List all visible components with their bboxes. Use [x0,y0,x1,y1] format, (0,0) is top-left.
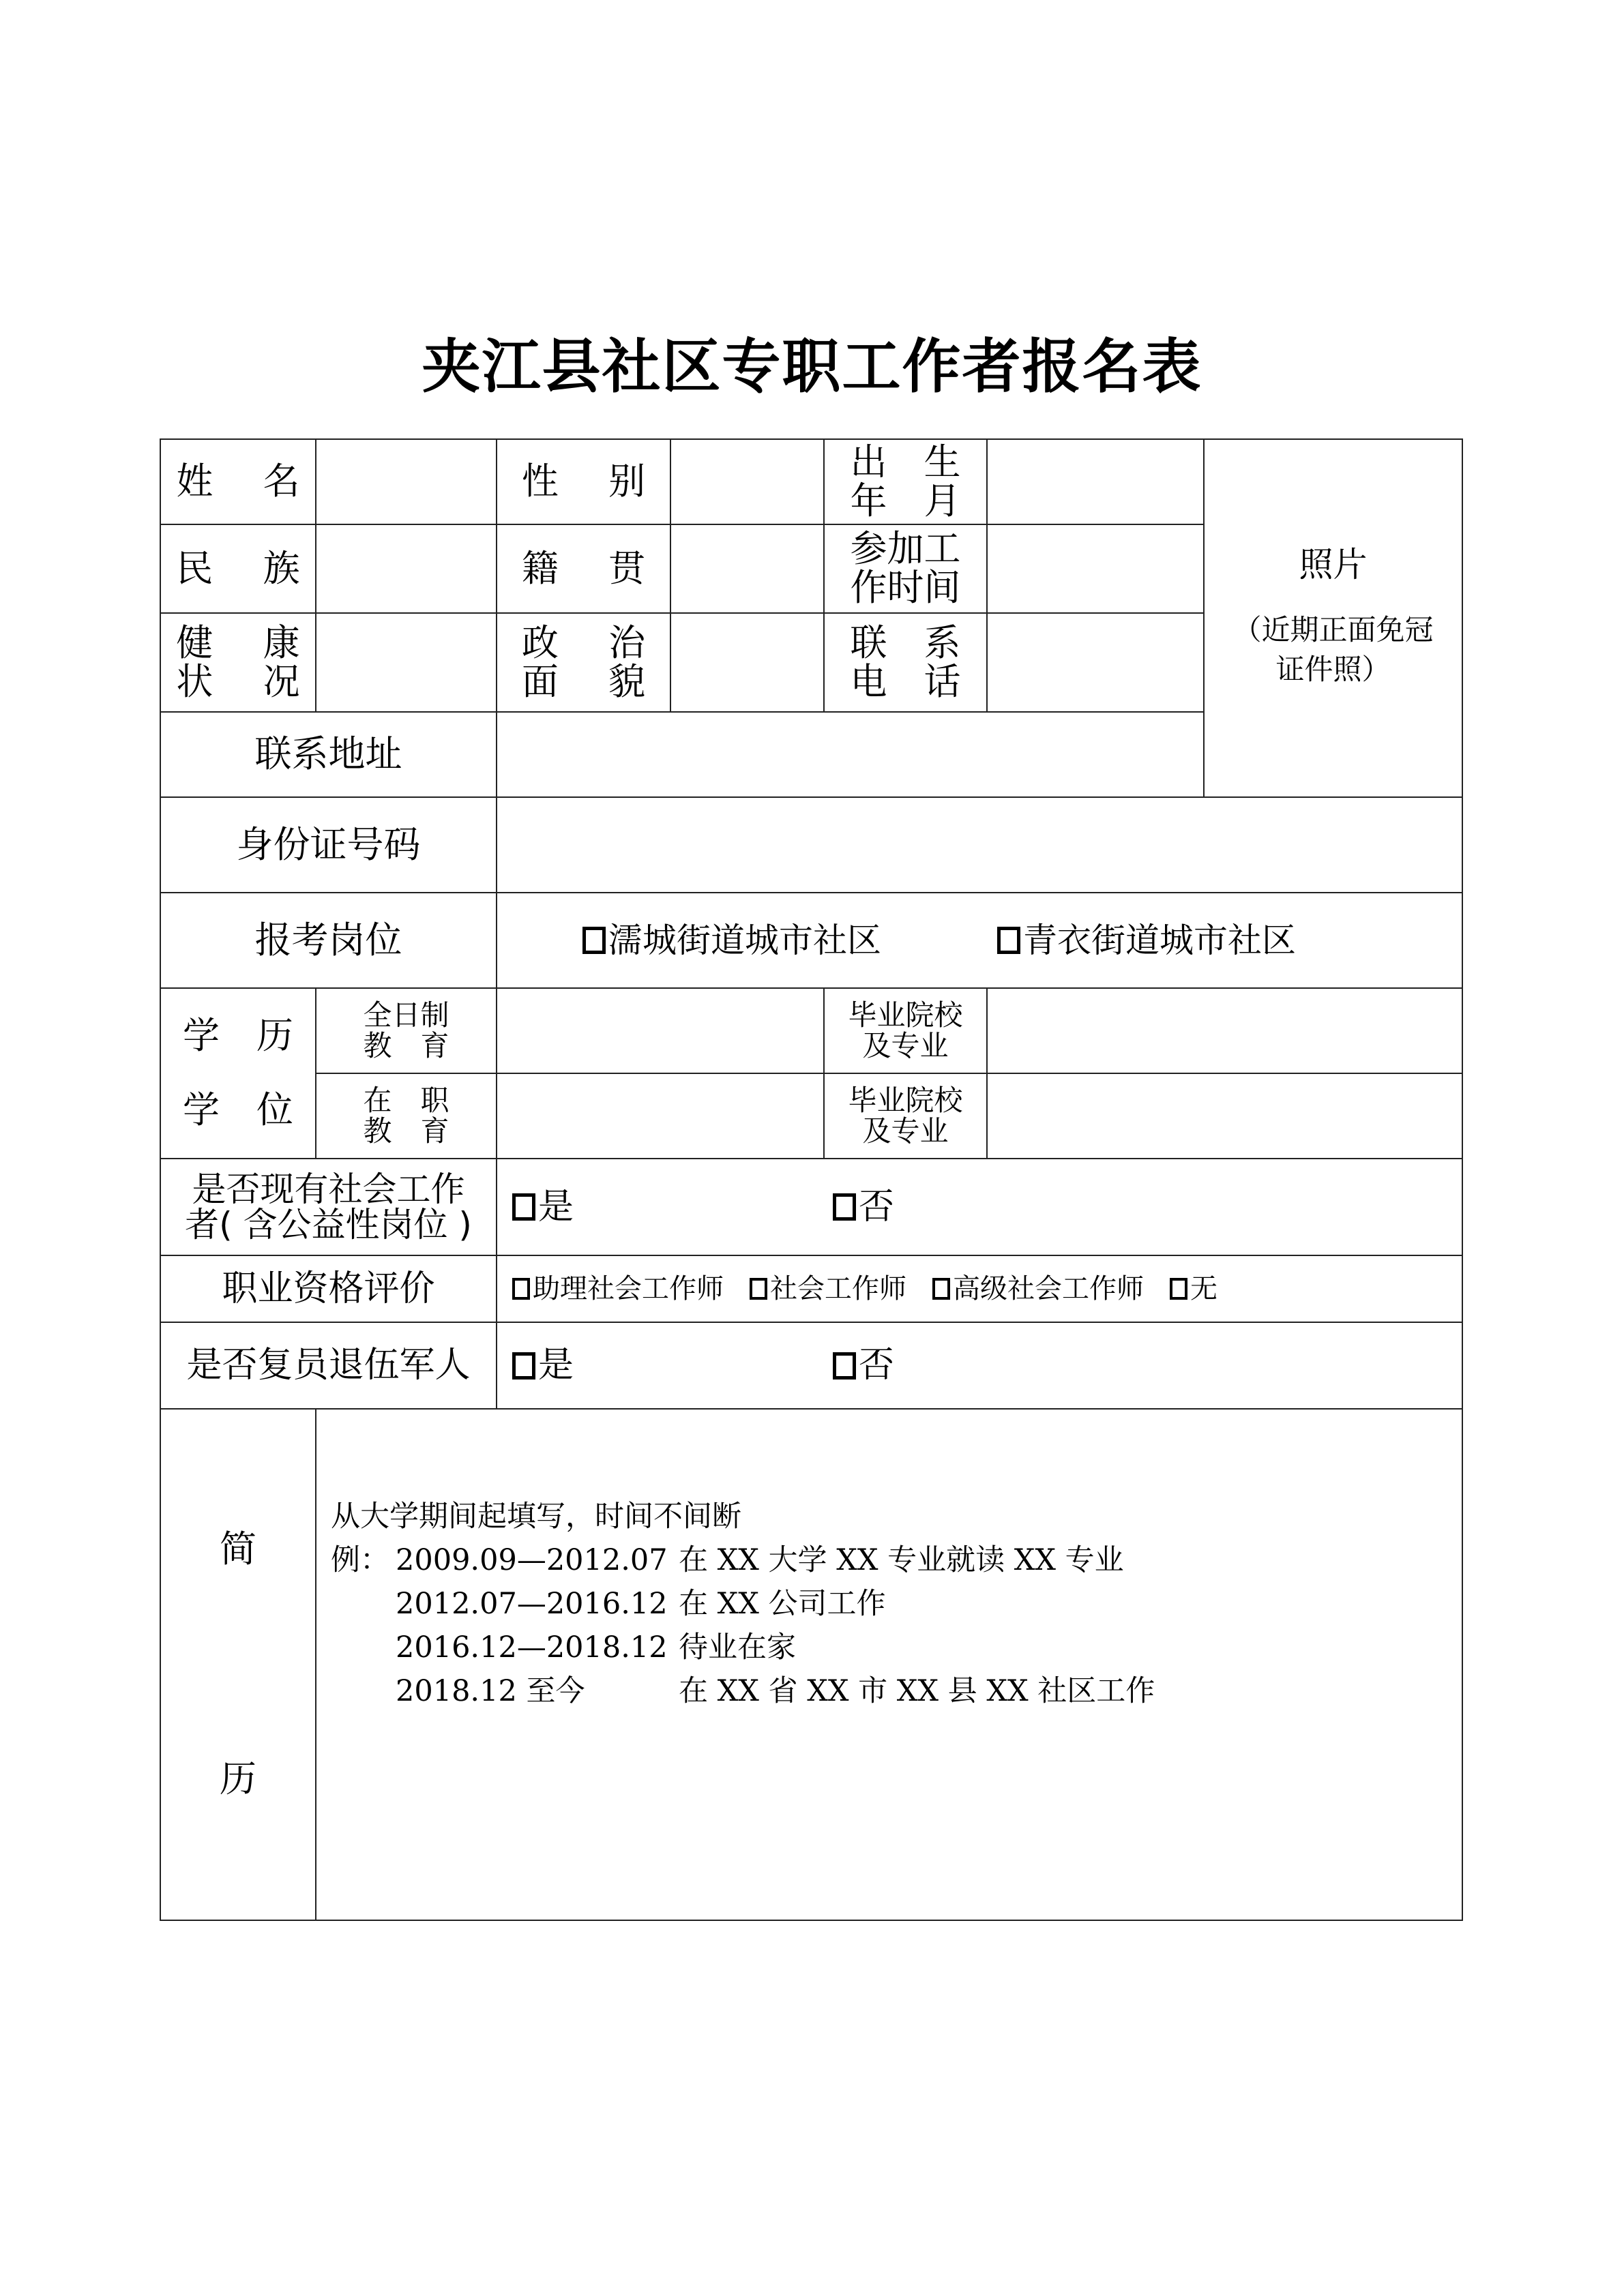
inservice-school-field[interactable] [986,1073,1463,1159]
id-label: 身份证号码 [236,822,421,866]
photo-note-2: 证件照） [1275,652,1391,686]
position-options [496,892,1463,989]
position-option[interactable] [582,920,881,960]
work-start-field[interactable] [986,524,1205,614]
work-start-label-1: 参加工 [850,527,961,571]
entry-desc: 待业在家 [679,1630,796,1665]
qualification-label: 职业资格评价 [222,1268,435,1309]
qualification-option[interactable] [1170,1274,1217,1303]
position-option[interactable] [997,920,1296,960]
entry-period: 2016.12—2018.12 [396,1630,668,1665]
political-label-1: 政 治 [521,621,665,664]
checkbox-icon[interactable] [512,1278,530,1300]
checkbox-icon[interactable] [582,927,606,954]
no-label: 否 [859,1345,895,1386]
birth-field[interactable] [986,438,1205,525]
resume-entry [331,1582,1155,1626]
id-label-cell [160,796,497,893]
qualification-option-label: 无 [1190,1273,1217,1304]
qualification-option[interactable] [512,1274,724,1303]
resume-label-1: 简 [220,1527,256,1571]
social-worker-yes[interactable] [512,1186,833,1227]
ethnicity-label-cell [160,524,319,614]
school-label-2: 及专业 [862,1028,949,1062]
checkbox-icon[interactable] [833,1193,856,1221]
resume-example [331,1495,1155,1713]
position-label-cell [160,892,497,989]
resume-entry [331,1538,1155,1582]
work-start-label-2: 作时间 [850,566,961,609]
name-label-cell [160,438,319,525]
resume-entry [331,1669,1155,1713]
qualification-option-label: 社会工作师 [770,1273,906,1304]
native-label-cell [496,524,671,614]
qualification-option[interactable] [750,1274,906,1303]
political-label-2: 面 貌 [521,659,665,703]
resume-entry [331,1626,1155,1669]
checkbox-icon[interactable] [1170,1278,1187,1300]
address-field[interactable] [496,711,1205,798]
veteran-no[interactable] [833,1347,894,1384]
work-start-label-cell [823,524,988,614]
entry-desc: 在 XX 省 XX 市 XX 县 XX 社区工作 [679,1674,1155,1708]
position-option-label: 濡城街道城市社区 [608,920,881,960]
education-label-2: 学 位 [183,1088,293,1131]
fulltime-school-field[interactable] [986,987,1463,1074]
name-label: 姓 名 [176,460,319,503]
photo-label: 照片 [1299,545,1368,585]
id-field[interactable] [496,796,1463,893]
birth-label-cell [823,438,988,525]
yes-label: 是 [538,1345,574,1386]
qualification-options [496,1255,1463,1323]
fulltime-degree-field[interactable] [496,987,825,1074]
birth-label-1: 出 生 [850,440,961,483]
veteran-options [496,1322,1463,1410]
veteran-label-cell [160,1322,497,1410]
native-label: 籍 贯 [521,546,665,590]
yes-label: 是 [538,1186,574,1227]
native-field[interactable] [670,524,825,614]
example-prefix: 例： [331,1543,389,1577]
gender-label: 性 别 [521,460,665,503]
education-label-1: 学 历 [183,1014,293,1058]
phone-field[interactable] [986,612,1205,713]
checkbox-icon[interactable] [833,1352,856,1380]
photo-cell[interactable] [1203,438,1463,798]
entry-desc: 在 XX 公司工作 [679,1587,886,1621]
resume-instruction: 从大学期间起填写，时间不间断 [331,1500,741,1534]
position-option-label: 青衣街道城市社区 [1023,920,1296,960]
photo-note-1: （近期正面免冠 [1232,612,1434,646]
qualification-option-label: 助理社会工作师 [533,1273,724,1304]
phone-label-1: 联 系 [850,621,961,664]
birth-label-2: 年 月 [850,479,961,522]
inservice-label-1: 在 职 [363,1084,449,1118]
health-label-2: 状 况 [176,659,319,703]
fulltime-label-cell [315,987,497,1074]
social-worker-label-cell [160,1158,497,1256]
resume-label-cell [160,1408,316,1921]
inservice-degree-field[interactable] [496,1073,825,1159]
social-worker-options [496,1158,1463,1256]
gender-field[interactable] [670,438,825,525]
inservice-school-label-cell [823,1073,988,1159]
address-label-cell [160,711,497,798]
veteran-label: 是否复员退伍军人 [186,1345,471,1386]
education-label-cell [160,987,316,1159]
resume-label-2: 历 [220,1757,256,1800]
fulltime-school-label-cell [823,987,988,1074]
entry-period: 2009.09—2012.07 [396,1543,668,1577]
social-worker-label-1: 是否现有社会工作 [192,1169,465,1209]
fulltime-label-1: 全日制 [363,998,449,1032]
phone-label-2: 电 话 [850,659,961,703]
gender-label-cell [496,438,671,525]
ethnicity-label: 民 族 [176,546,319,590]
inservice-label-2: 教 育 [363,1114,449,1148]
ethnicity-field[interactable] [315,524,497,614]
school-label-1: 毕业院校 [848,998,963,1032]
no-label: 否 [859,1186,895,1227]
health-label-1: 健 康 [176,621,319,664]
name-field[interactable] [315,438,497,525]
entry-period: 2018.12 至今 [396,1674,585,1708]
health-label-cell [160,612,319,713]
form-title: 夹江县社区专职工作者报名表 [422,332,1202,401]
position-label: 报考岗位 [254,918,402,961]
entry-period: 2012.07—2016.12 [396,1587,668,1621]
phone-label-cell [823,612,988,713]
address-label: 联系地址 [254,732,402,776]
checkbox-icon[interactable] [512,1352,535,1380]
fulltime-label-2: 教 育 [363,1028,449,1062]
inservice-label-cell [315,1073,497,1159]
qualification-label-cell [160,1255,497,1323]
political-field[interactable] [670,612,825,713]
political-label-cell [496,612,671,713]
school-label-1: 毕业院校 [848,1084,963,1118]
school-label-2: 及专业 [862,1114,949,1148]
veteran-yes[interactable] [512,1347,833,1384]
checkbox-icon[interactable] [997,927,1020,954]
social-worker-label-2: 者( 含公益性岗位 ) [185,1205,472,1244]
qualification-option[interactable] [932,1274,1144,1303]
qualification-option-label: 高级社会工作师 [953,1273,1144,1304]
checkbox-icon[interactable] [512,1193,535,1221]
checkbox-icon[interactable] [932,1278,950,1300]
health-field[interactable] [315,612,497,713]
checkbox-icon[interactable] [750,1278,767,1300]
social-worker-no[interactable] [833,1186,895,1227]
entry-desc: 在 XX 大学 XX 专业就读 XX 专业 [679,1543,1124,1577]
